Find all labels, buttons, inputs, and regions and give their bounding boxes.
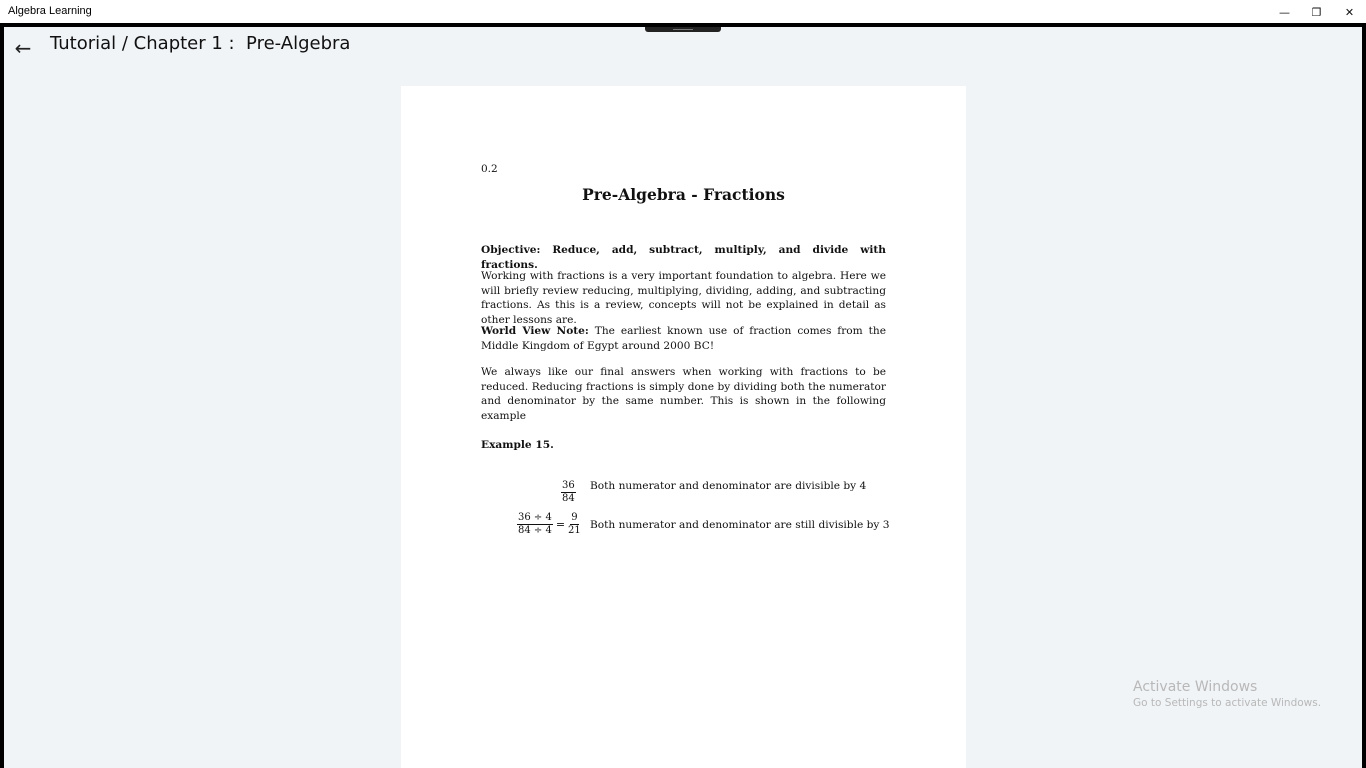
step2-result-numerator: 9 [571, 512, 578, 523]
minimize-button[interactable] [1268, 0, 1301, 24]
close-icon: ✕ [1344, 5, 1355, 19]
intro-paragraph: Working with fractions is a very important foundation to algebra. Here we will briefly review reducing, multiplying, dividing, adding, and subtracting fractions. As this is a review, concepts will not be explained in detail as other lessons are. [481, 270, 886, 326]
step1-numerator: 36 [562, 480, 575, 491]
equals-sign: = [555, 518, 566, 531]
world-view-label: World View Note: [481, 325, 589, 337]
app-frame [0, 23, 1366, 768]
world-view-text: The earliest known use of fraction comes from the Middle Kingdom of Egypt around 2000 BC! [481, 325, 886, 352]
title-bar [0, 0, 1366, 24]
world-view-note [481, 324, 886, 353]
activation-watermark [1133, 679, 1321, 709]
maximize-button[interactable] [1300, 0, 1333, 24]
objective-text: Objective: Reduce, add, subtract, multiply, and divide with fractions. [481, 244, 886, 271]
watermark-subtitle: Go to Settings to activate Windows. [1133, 697, 1322, 709]
page-title: Tutorial / Chapter 1 : Pre-Algebra [50, 33, 351, 54]
step2-result-denominator: 21 [568, 525, 581, 536]
drag-handle[interactable] [645, 27, 721, 32]
step2-denominator: 84 ÷ 4 [518, 525, 552, 536]
example-label: Example 15. [481, 439, 554, 451]
document-page[interactable] [401, 86, 966, 768]
watermark-title: Activate Windows [1133, 679, 1258, 695]
example-step1-explanation: Both numerator and denominator are divisible by 4 [590, 480, 867, 492]
reducing-paragraph: We always like our final answers when working with fractions to be reduced. Reducing fractions is simply done by dividing both the numerator and denominator by the same number. This is shown in the following example [481, 366, 886, 422]
app-title: Algebra Learning [8, 5, 92, 17]
example-step1-fraction [561, 473, 576, 505]
example-step2-explanation: Both numerator and denominator are still divisible by 3 [590, 519, 890, 531]
back-button[interactable] [8, 33, 38, 63]
main-content [4, 27, 1362, 768]
step1-denominator: 84 [562, 493, 575, 504]
document-title: Pre-Algebra - Fractions [582, 185, 785, 204]
close-button[interactable] [1333, 0, 1366, 24]
section-number: 0.2 [481, 163, 498, 175]
example-step2-fraction [517, 512, 581, 537]
restore-icon: ❐ [1311, 5, 1322, 19]
back-arrow-icon: ← [14, 36, 32, 60]
minimize-icon: — [1279, 5, 1290, 19]
step2-numerator: 36 ÷ 4 [518, 512, 552, 523]
